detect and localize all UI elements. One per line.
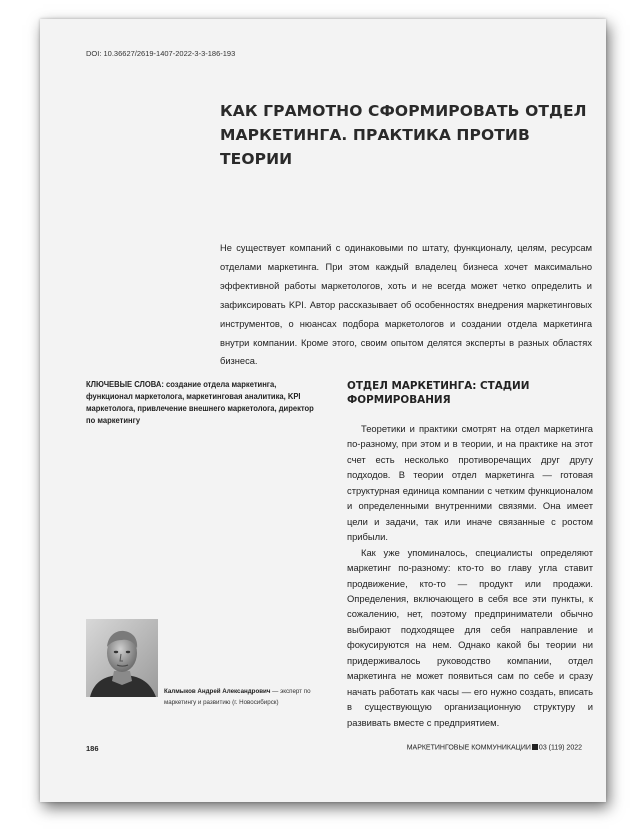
page-number: 186 bbox=[86, 744, 99, 753]
doi: DOI: 10.36627/2619-1407-2022-3-3-186-193 bbox=[86, 49, 236, 58]
journal-name: МАРКЕТИНГОВЫЕ КОММУНИКАЦИИ bbox=[406, 744, 531, 752]
author-photo bbox=[86, 619, 158, 697]
journal-footer bbox=[407, 744, 582, 752]
journal-page bbox=[40, 19, 606, 802]
paragraph: Теоретики и практики смотрят на отдел маркетинга по-разному, при этом и в теории, и на практике на этот счет есть несколько противоречащих друг другу подходов. В теории отдел маркетинга — готовая структурная единица компании с четким функционалом и определенными внутренними связями. Она имеет цели и задачи, так или иначе связанные с ростом прибыли. bbox=[347, 423, 593, 543]
keywords: КЛЮЧЕВЫЕ СЛОВА: создание отдела маркетинга, функционал маркетолога, маркетинговая аналитика, KPI маркетолога, привлечение внешнего маркетолога, директор по маркетингу bbox=[86, 380, 314, 425]
paragraph: Как уже упоминалось, специалисты определяют маркетинг по-разному: кто-то во главу угла ставит продвижение, кто-то — продукт или продажи. Определения, включающего в себя все эти пункты, к сожалению, нет, поэтому предприниматели обычно выбирают подходящее для себя направление и фокусируются на нем. Однако какой бы теории ни придерживалось руководство компании, отдел маркетинга не может появиться сам по себе и сразу начать работать как часы — его нужно создать, вписать в существующую организационную структуру и развивать вместе с предприятием. bbox=[347, 546, 593, 728]
author-portrait-image bbox=[86, 619, 158, 697]
author-role: — эксперт по маркетингу и развитию (г. Новосибирск) bbox=[164, 688, 311, 706]
square-separator-icon bbox=[532, 744, 538, 750]
section-heading: ОТДЕЛ МАРКЕТИНГА: СТАДИИ ФОРМИРОВАНИЯ bbox=[347, 380, 530, 406]
author-caption bbox=[164, 687, 344, 708]
author-name: Калмыков Андрей Александрович bbox=[164, 688, 271, 695]
body-text bbox=[347, 421, 593, 730]
article-title: КАК ГРАМОТНО СФОРМИРОВАТЬ ОТДЕЛ МАРКЕТИНГА. ПРАКТИКА ПРОТИВ ТЕОРИИ bbox=[220, 102, 587, 168]
abstract: Не существует компаний с одинаковыми по штату, функционалу, целям, ресурсам отделами маркетинга. При этом каждый владелец бизнеса хочет максимально эффективной работы маркетологов, хоть и не всегда может четко определить и зафиксировать KPI. Автор рассказывает об особенностях внедрения маркетинговых инструментов, о нюансах подбора маркетологов и создании отдела маркетинга внутри компании. Кроме этого, своим опытом делятся эксперты в разных областях бизнеса. bbox=[220, 243, 592, 367]
journal-issue: 03 (119) 2022 bbox=[538, 744, 582, 752]
